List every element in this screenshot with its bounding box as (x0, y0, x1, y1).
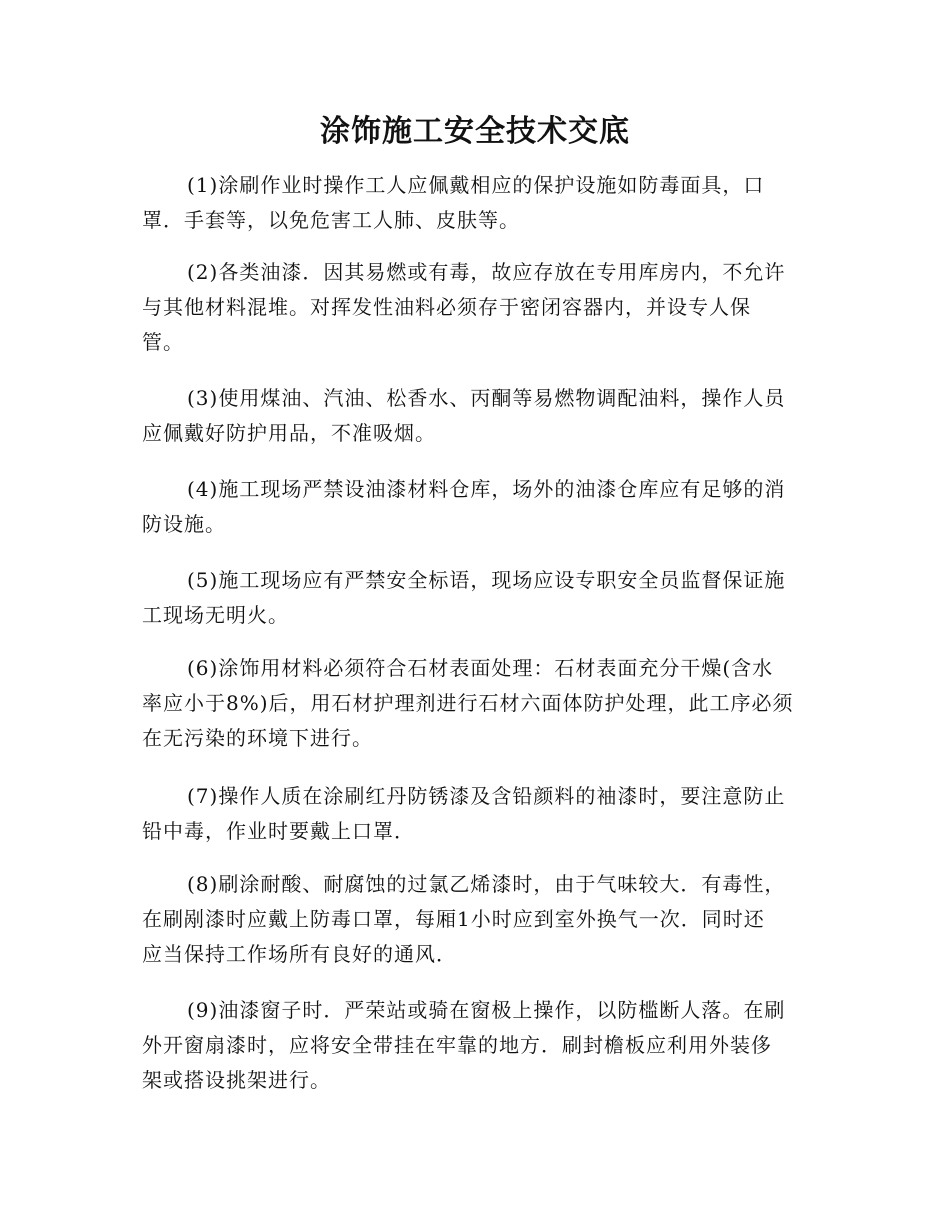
paragraph-line: 在刷剐漆时应戴上防毒口罩，每厢1小时应到室外换气一次．同时还 (142, 907, 765, 931)
paragraph-line: 管。 (142, 330, 184, 354)
paragraph-1 (142, 168, 810, 238)
paragraph-line: (4)施工现场严禁设油漆材料仓库，场外的油漆仓库应有足够的消 (187, 477, 786, 501)
paragraph-line: 工现场无明火。 (142, 603, 289, 627)
document-title: 涂饰施工安全技术交底 (320, 114, 630, 149)
paragraph-line: (3)使用煤油、汽油、松香水、丙酮等易燃物调配油料，操作人员 (187, 386, 786, 410)
paragraph-4 (142, 472, 810, 542)
paragraph-9 (142, 993, 810, 1098)
paragraph-line: 应当保持工作场所有良好的通风． (142, 942, 457, 966)
paragraph-8 (142, 867, 810, 972)
paragraph-line: (8)刷涂耐酸、耐腐蚀的过氯乙烯漆时，由于气味较大．有毒性， (187, 872, 786, 896)
paragraph-line: (5)施工现场应有严禁安全标语，现场应设专职安全员监督保证施 (187, 568, 786, 592)
paragraph-6 (142, 651, 810, 756)
paragraph-line: 防设施。 (142, 512, 226, 536)
paragraph-line: 铅中毒，作业时要戴上口罩． (142, 819, 415, 843)
paragraph-line: 架或搭设挑架进行。 (142, 1068, 331, 1092)
paragraph-line: 应佩戴好防护用品，不准吸烟。 (142, 421, 436, 445)
paragraph-line: (1)涂刷作业时操作工人应佩戴相应的保护设施如防毒面具，口 (187, 173, 765, 197)
paragraph-line: 与其他材料混堆。对挥发性油料必须存于密闭容器内，并设专人保 (142, 295, 751, 319)
paragraph-5 (142, 563, 810, 633)
paragraph-7 (142, 779, 810, 849)
paragraph-line: (6)涂饰用材料必须符合石材表面处理：石材表面充分干燥(含水 (187, 656, 774, 680)
paragraph-line: 率应小于8%)后，用石材护理剂进行石材六面体防护处理，此工序必须 (142, 691, 794, 715)
paragraph-line: (9)油漆窗子时．严荣站或骑在窗极上操作，以防槛断人落。在刷 (187, 998, 786, 1022)
paragraph-line: 在无污染的环境下进行。 (142, 726, 373, 750)
paragraph-2 (142, 255, 810, 360)
paragraph-line: (7)操作人质在涂刷红丹防锈漆及含铅颜料的袖漆时，要注意防止 (187, 784, 786, 808)
paragraph-line: 外开窗扇漆时，应将安全带挂在牢靠的地方．刷封檐板应利用外装侈 (142, 1033, 772, 1057)
paragraph-line: (2)各类油漆．因其易燃或有毒，故应存放在专用库房内，不允许 (187, 260, 786, 284)
paragraph-3 (142, 381, 810, 451)
paragraph-line: 罩．手套等，以免危害工人肺、皮肤等。 (142, 208, 520, 232)
